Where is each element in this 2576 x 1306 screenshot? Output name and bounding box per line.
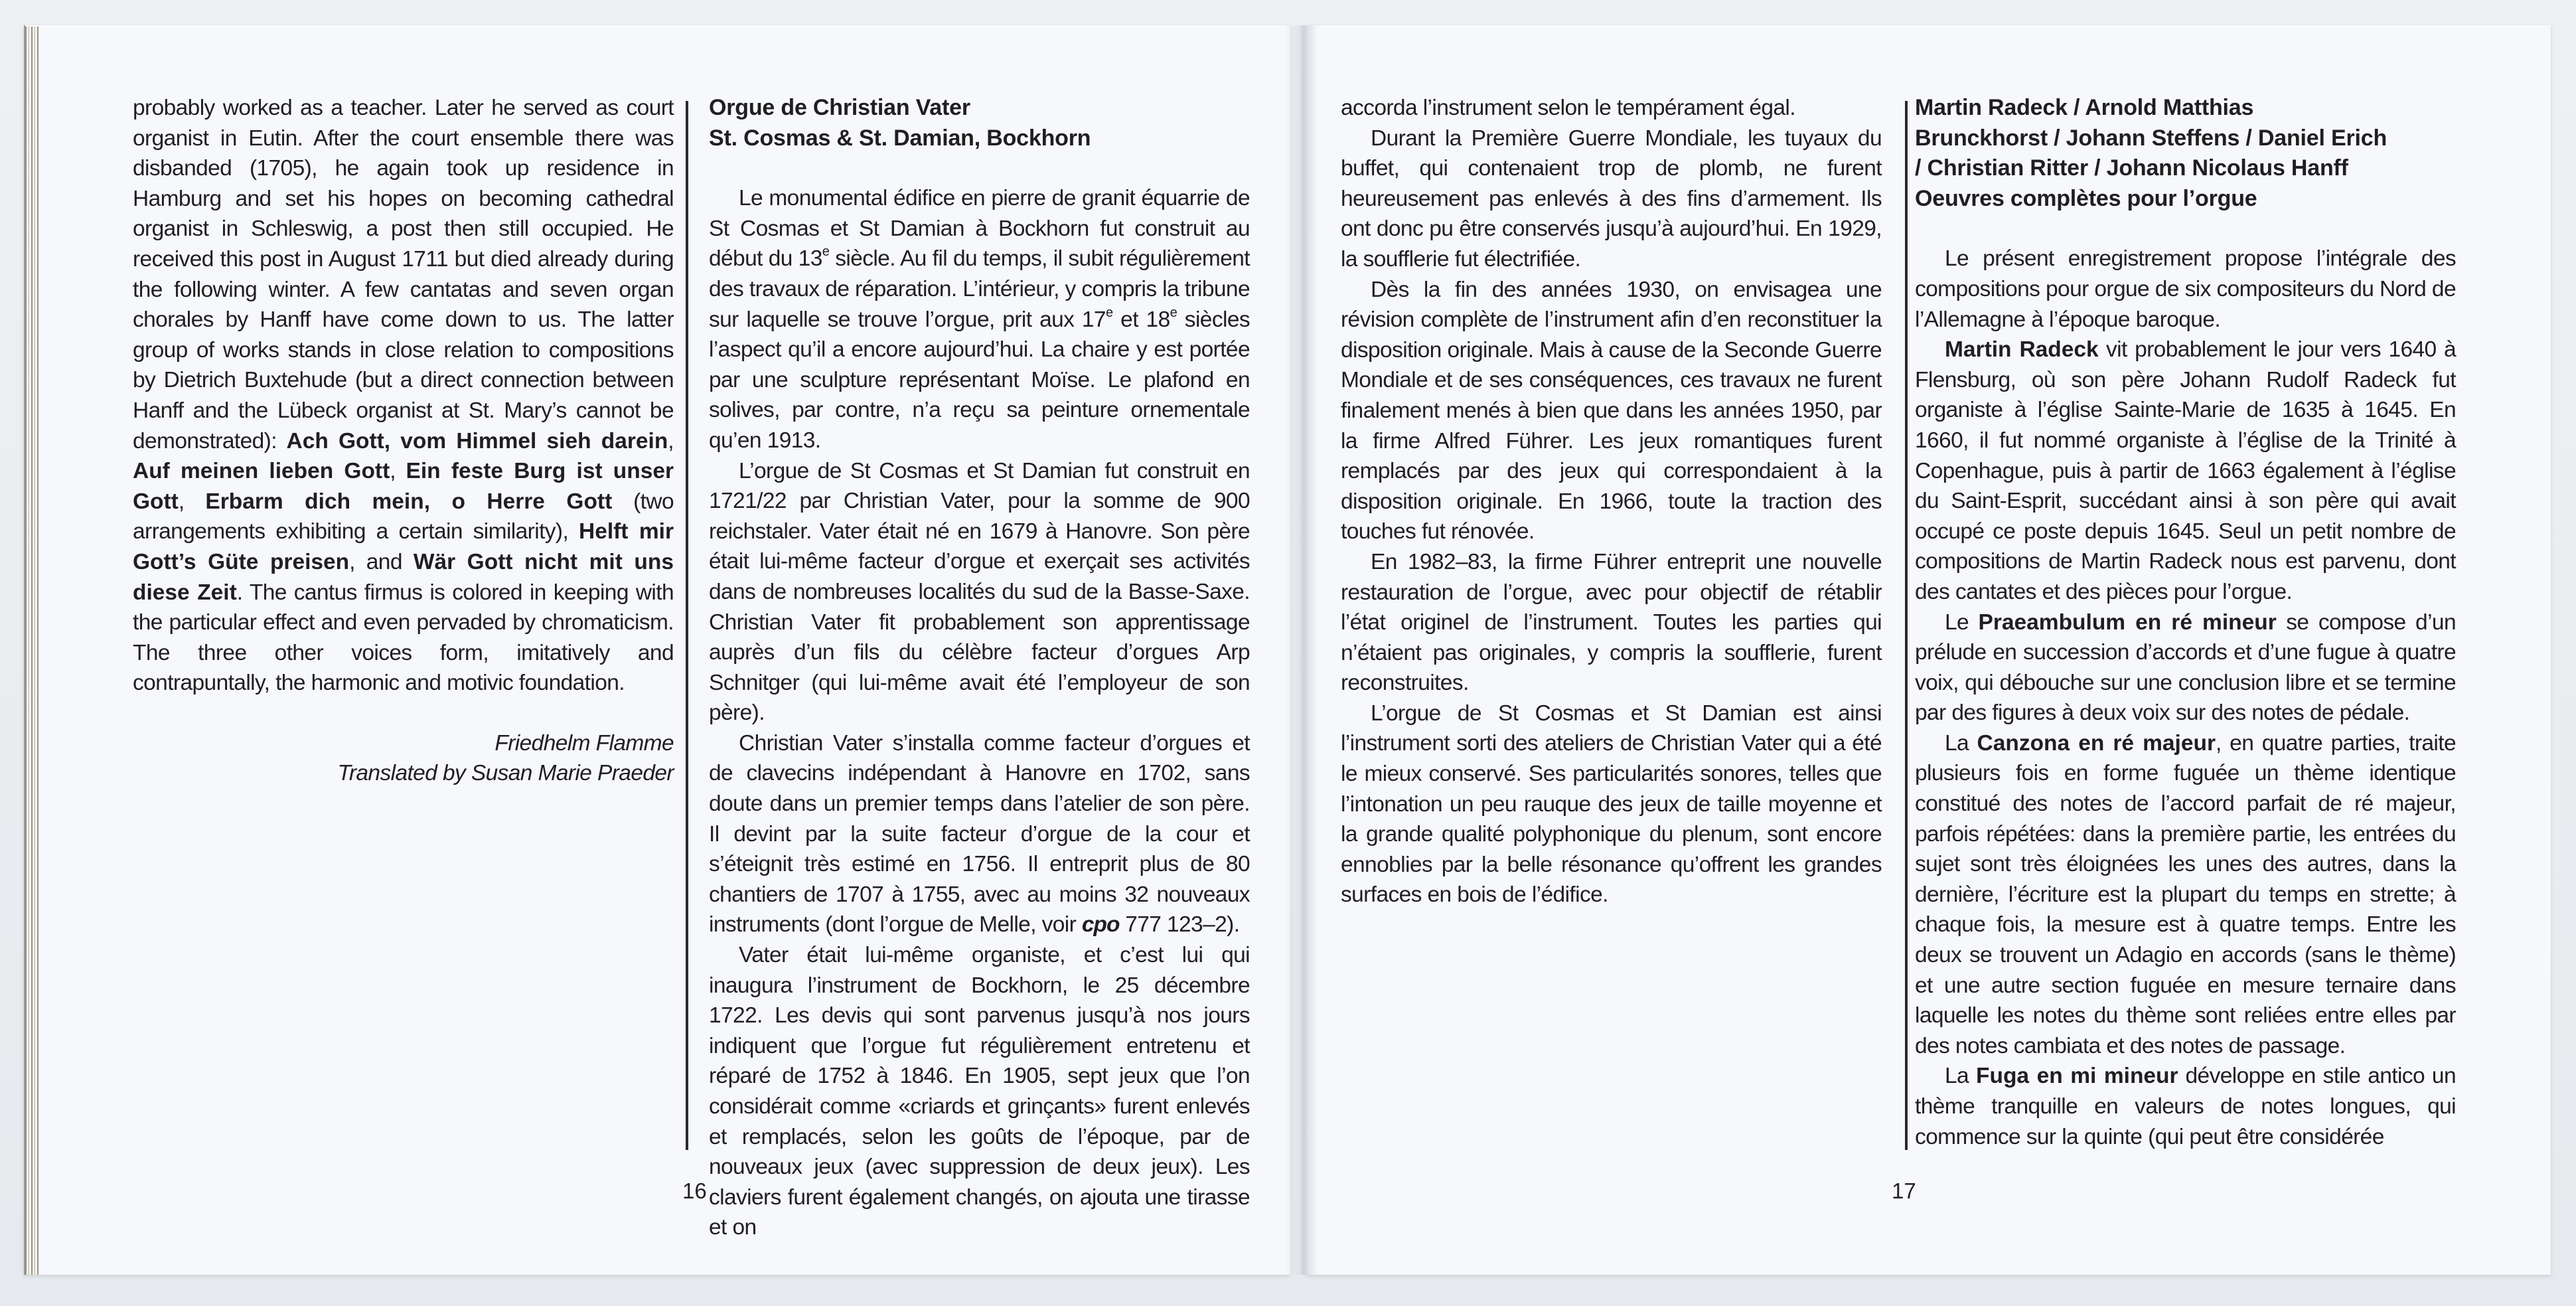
author-signature: Friedhelm Flamme bbox=[494, 730, 674, 756]
section-heading-composers: Martin Radeck / Arnold Matthias Brunckhorst / Johann Steffens / Daniel Erich / Christian Ritter / Johann Nicolaus Hanff Oeuvres complètes pour l’orgue bbox=[1915, 95, 2387, 211]
column-divider bbox=[1905, 101, 1908, 1150]
column-divider bbox=[686, 101, 688, 1150]
paragraph: Vater était lui-même organiste, et c’est lui qui inaugura l’instrument de Bockhorn, le 25 décembre 1722. Les devis qui sont parvenus jusqu’à nos jours indiquent que l’orgue fut régulièrement entretenu et réparé de 1752 à 1846. En 1905, sept jeux que l’on considérait comme «criards et grinçants» furent enlevés et remplacés, selon les goûts de l’époque, par de nouveaux jeux (avec suppression de deux jeux). Les claviers furent également changés, on ajouta une tirasse et on bbox=[709, 943, 1250, 1240]
paragraph: Christian Vater s’installa comme facteur d’orgues et de clavecins indépendant à Hanovre en 1702, sans doute dans un premier temps dans l’atelier de son père. Il devint par la suite facteur d’orgue de la cour et s’éteignit très estimé en 1756. Il entreprit plus de 80 chantiers de 1707 à 1755, avec au moins 32 nouveaux instruments (dont l’orgue de Melle, voir cpo 777 123–2). bbox=[709, 730, 1250, 938]
booklet-spine bbox=[1284, 25, 1318, 1275]
paragraph: Martin Radeck vit probablement le jour vers 1640 à Flensburg, où son père Johann Rudolf Radeck fut organiste à l’église Sainte-Marie de 1635 à 1645. En 1660, il fut nommé organiste à l’église de la Trinité à Copenhague, puis à partir de 1663 également à l’église du Saint-Esprit, succédant ainsi à son père qui avait occupé ce poste depuis 1645. Seul un petit nombre de compositions de Martin Radeck nous est parvenu, dont des cantates et des pièces pour l’orgue. bbox=[1915, 337, 2456, 604]
cpo-label-logo: cpo bbox=[1081, 912, 1120, 938]
section-heading-organ: Orgue de Christian Vater St. Cosmas & St. Damian, Bockhorn bbox=[709, 95, 1091, 151]
paragraph: Le monumental édifice en pierre de granit équarrie de St Cosmas et St Damian à Bockhorn fut construit au début du 13e siècle. Au fil du temps, il subit régulièrement des travaux de réparation. L’intérieur, y compris la tribune sur laquelle se trouve l’orgue, prit aux 17e et 18e siècles l’aspect qu’il a encore aujourd’hui. La chaire y est portée par une sculpture représentant Moïse. Le plafond en solives, par contre, n’a reçu sa peinture ornementale qu’en 1913. bbox=[709, 186, 1250, 453]
chorale-title: Erbarm dich mein, o Herre Gott bbox=[205, 489, 613, 514]
booklet-page-edges bbox=[25, 27, 38, 1275]
paragraph: La Fuga en mi mineur développe en stile antico un thème tranquille en valeurs de notes longues, qui commence sur la quinte (qui peut être considérée bbox=[1915, 1064, 2456, 1149]
paragraph: L’orgue de St Cosmas et St Damian fut construit en 1721/22 par Christian Vater, pour la somme de 900 reichstaler. Vater était né en 1679 à Hanovre. Son père était lui-même facteur d’orgue et exerçait ses activités dans de nombreuses localités du sud de la Basse-Saxe. Christian Vater fit probablement son apprentissage auprès d’un fils du célèbre facteur d’orgues Arp Schnitger (qui lui-même avait été l’employeur de son père). bbox=[709, 458, 1250, 726]
column-english-text bbox=[133, 93, 674, 789]
column-french-organ bbox=[709, 93, 1250, 1243]
work-title: Praeambulum en ré mineur bbox=[1978, 610, 2277, 635]
paragraph: L’orgue de St Cosmas et St Damian est ainsi l’instrument sorti des ateliers de Christian Vater qui a été le mieux conservé. Ses particularités sonores, telles que l’intonation un peu rauque des jeux de taille moyenne et la grande qualité polyphonique du plenum, sont encore ennoblies par la belle résonance qu’offrent les grandes surfaces en bois de l’édifice. bbox=[1341, 700, 1882, 908]
chorale-title: Ach Gott, vom Himmel sieh darein bbox=[286, 428, 668, 453]
column-french-composers bbox=[1915, 93, 2456, 1152]
work-title: Fuga en mi mineur bbox=[1976, 1064, 2178, 1089]
composer-name: Martin Radeck bbox=[1945, 337, 2099, 363]
paragraph: accorda l’instrument selon le tempérament égal. bbox=[1341, 96, 1795, 120]
translator-credit: Translated by Susan Marie Praeder bbox=[337, 761, 674, 786]
column-french-organ-continued bbox=[1341, 93, 1882, 910]
paragraph: Le présent enregistrement propose l’intégrale des compositions pour orgue de six compositeurs du Nord de l’Allemagne à l’époque baroque. bbox=[1915, 246, 2456, 332]
chorale-title: Auf meinen lieben Gott bbox=[133, 459, 390, 484]
page-number: 16 bbox=[682, 1179, 707, 1203]
chorale-title: Ein feste Burg ist unser Gott bbox=[133, 459, 674, 514]
paragraph-hanff-biography: probably worked as a teacher. Later he served as court organist in Eutin. After the court ensemble there was disbanded (1705), he again took up residence in Hamburg and set his hopes on becoming cathedral organist in Schleswig, a post then still occupied. He received this post in August 1711 but died already during the following winter. A few cantatas and seven organ chorales by Hanff have come down to us. The latter group of works stands in close relation to compositions by Dietrich Buxtehude (but a direct connection between Hanff and the Lübeck organist at St. Mary’s cannot be demonstrated): Ach Gott, vom Himmel sieh darein, Auf meinen lieben Gott, Ein feste Burg ist unser Gott, Erbarm dich mein, o Herre Gott (two arrangements exhibiting a certain similarity), Helft mir Gott’s Güte preisen, and Wär Gott nicht mit uns diese Zeit. The cantus firmus is colored in keeping with the particular effect and even pervaded by chromaticism. The three other voices form, imitatively and contrapuntally, the harmonic and motivic foundation. bbox=[133, 96, 674, 696]
paragraph: La Canzona en ré majeur, en quatre parties, traite plusieurs fois en forme fuguée un thème identique constitué des notes de l’accord parfait de ré majeur, parfois répétées: dans la première partie, les entrées du sujet sont très éloignées les unes des autres, dans la dernière, l’écriture est la plupart du temps en strette; à chaque fois, la mesure est à quatre temps. Entre les deux se trouvent un Adagio en accords (sans le thème) et une autre section fuguée en mesure ternaire dans laquelle les notes du thème sont reliées entre elles par des notes cambiata et des notes de passage. bbox=[1915, 730, 2456, 1058]
paragraph: En 1982–83, la firme Führer entreprit une nouvelle restauration de l’orgue, avec pour objectif de rétablir l’état originel de l’instrument. Toutes les parties qui n’étaient pas originales, y compris la soufflerie, furent reconstruites. bbox=[1341, 549, 1882, 696]
page-number: 17 bbox=[1892, 1179, 1916, 1203]
paragraph: Dès la fin des années 1930, on envisagea une révision complète de l’instrument afin d’en reconstituer la disposition originale. Mais à cause de la Seconde Guerre Mondiale et de ses conséquences, ces travaux ne furent finalement menés à bien que dans les années 1950, par la firme Alfred Führer. Les jeux romantiques furent remplacés par des jeux qui correspondaient à la disposition originale. En 1966, toute la traction des touches fut rénovée. bbox=[1341, 277, 1882, 544]
paragraph: Durant la Première Guerre Mondiale, les tuyaux du buffet, qui contenaient trop de plomb, ne furent heureusement pas enlevés à des fins d’armement. Ils ont donc pu être conservés jusqu’à aujourd’hui. En 1929, la soufflerie fut électrifiée. bbox=[1341, 125, 1882, 272]
chorale-title: Wär Gott nicht mit uns diese Zeit bbox=[133, 549, 674, 605]
chorale-title: Helft mir Gott’s Güte preisen bbox=[133, 519, 674, 574]
paragraph: Le Praeambulum en ré mineur se compose d’un prélude en succession d’accords et d’une fugue à quatre voix, qui débouche sur une conclusion libre et se termine par des figures à deux voix sur des notes de pédale. bbox=[1915, 610, 2456, 726]
work-title: Canzona en ré majeur bbox=[1977, 730, 2216, 756]
